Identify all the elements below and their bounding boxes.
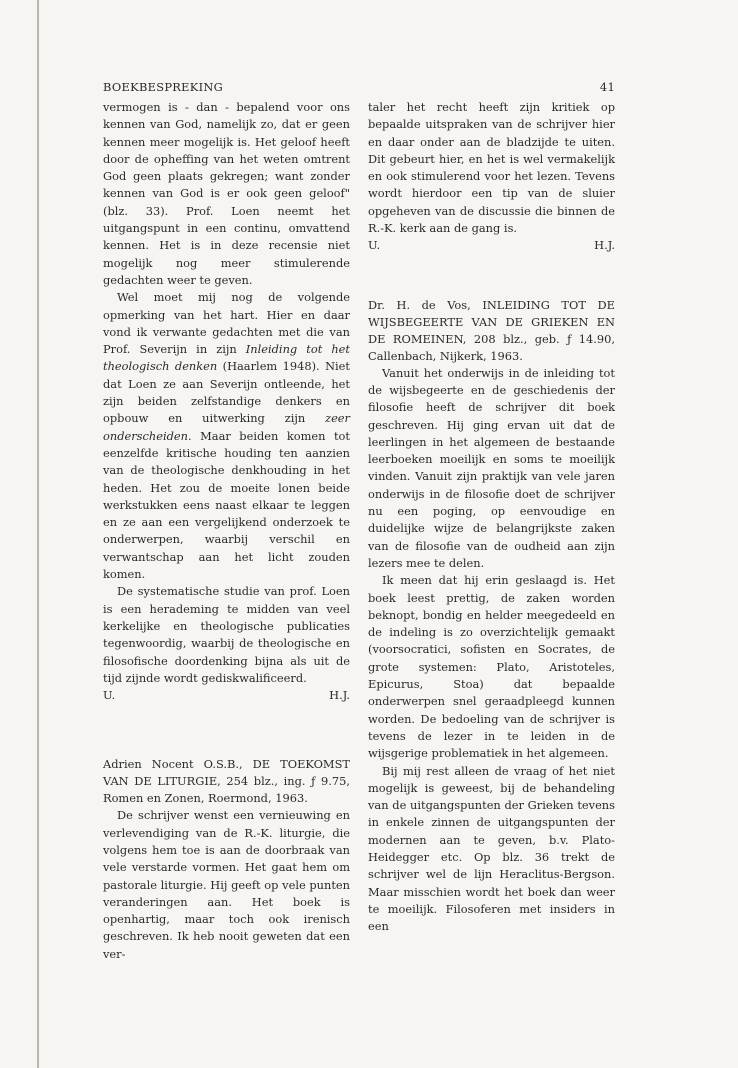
left-column (103, 99, 350, 963)
paragraph: Bij mij rest alleen de vraag of het niet mogelijk is geweest, bij de behandeling van de uitgangspunten der Grieken tevens in enkele zinnen de uitgangspunten der modernen aan te geven, b.v. Plato-Heidegger etc. Op blz. 36 trekt de schrijver wel de lijn Heraclitus-Bergson. Maar misschien wordt het boek dan weer te moeilijk. Filosoferen met insiders in een (368, 763, 615, 934)
review-signature (368, 237, 615, 254)
page-number: 41 (599, 80, 615, 94)
paragraph: Ik meen dat hij erin geslaagd is. Het boek leest prettig, de zaken worden beknopt, bondig en helder meegedeeld en de indeling is zo overzichtelijk gemaakt (voorsocratici, sofisten en Socrates, de grote systemen: Plato, Aristoteles, Epicurus, Stoa) dat bepaalde onderwerpen snel geraadpleegd kunnen worden. De bedoeling van de schrijver is tevens de lezer in te leiden in de wijsgerige problematiek in het algemeen. (368, 573, 615, 761)
book-reference: Dr. H. de Vos, INLEIDING TOT DE WIJSBEGEERTE VAN DE GRIEKEN EN DE ROMEINEN, 208 blz., geb. ƒ 14.90, Callenbach, Nijkerk, 1963. (368, 297, 615, 363)
review-signature (103, 687, 350, 704)
page-binding-edge (37, 0, 39, 1068)
right-column (368, 99, 615, 935)
paragraph: De systematische studie van prof. Loen is een herademing te midden van veel kerkelijke en theologische publicaties tegenwoordig, waarbij de theologische en filosofische doordenking bijna als uit de tijd zijnde wordt gediskwalificeerd. (103, 584, 350, 685)
paragraph: taler het recht heeft zijn kritiek op bepaalde uitspraken van de schrijver hier en daar onder aan de bladzijde te uiten. Dit gebeurt hier, en het is wel vermakelijk en ook stimulerend voor het lezen. Tevens wordt hierdoor een tip van de sluier opgeheven van de discussie die binnen de R.-K. kerk aan de gang is. (368, 100, 615, 236)
signature-initials: H.J. (594, 238, 615, 253)
paragraph: vermogen is - dan - bepalend voor ons kennen van God, namelijk zo, dat er geen kennen meer mogelijk is. Het geloof heeft door de opheffing van het weten omtrent God geen plaats gekregen; want zonder kennen van God is er ook geen geloof" (blz. 33). Prof. Loen neemt het uitgangspunt in een continu, omvattend kennen. Het is in deze recensie niet mogelijk nog meer stimulerende gedachten weer te geven. (103, 100, 350, 287)
paragraph: De schrijver wenst een vernieuwing en verlevendiging van de R.-K. liturgie, die volgens hem toe is aan de doorbraak van vele verstarde vormen. Het gaat hem om pastorale liturgie. Hij geeft op vele punten veranderingen aan. Het boek is openhartig, maar toch ook irenisch geschreven. Ik heb nooit geweten dat een ver- (103, 808, 350, 961)
emphasis: zeer onderscheiden. (103, 411, 350, 443)
paragraph: Vanuit het onderwijs in de inleiding tot de wijsbegeerte en de geschiedenis der filosofie heeft de schrijver dit boek geschreven. Hij ging ervan uit dat de leerlingen in het algemeen de bestaande leerboeken moeilijk en soms te moeilijk vinden. Vanuit zijn praktijk van vele jaren onderwijs in de filosofie doet de schrijver nu een poging, op eenvoudige en duidelijke wijze de belangrijkste zaken van de filosofie van de oudheid aan zijn lezers mee te delen. (368, 365, 615, 570)
book-reference: Adrien Nocent O.S.B., DE TOEKOMST VAN DE LITURGIE, 254 blz., ing. ƒ 9.75, Romen en Zonen, Roermond, 1963. (103, 757, 350, 806)
running-title: BOEKBESPREKING (103, 80, 224, 94)
signature-place: U. (368, 238, 381, 253)
book-title: Inleiding tot het theologisch denken (103, 342, 350, 374)
signature-initials: H.J. (329, 688, 350, 703)
paragraph: Wel moet mij nog de volgende opmerking van het hart. Hier en daar vond ik verwante gedachten met die van Prof. Severijn in zijn Inleiding tot het theologisch denken (Haarlem 1948). Niet dat Loen ze aan Severijn ontleende, het zijn beiden zelfstandige denkers en opbouw en uitwerking zijn zeer onderscheiden. Maar beiden komen tot eenzelfde kritische houding ten aanzien van de theologische denkhouding in het heden. Het zou de moeite lonen beide werkstukken eens naast elkaar te leggen en ze aan een vergelijkend onderzoek te onderwerpen, waarbij verschil en verwantschap aan het licht zouden komen. (103, 290, 350, 582)
running-header (103, 80, 615, 94)
signature-place: U. (103, 688, 116, 703)
